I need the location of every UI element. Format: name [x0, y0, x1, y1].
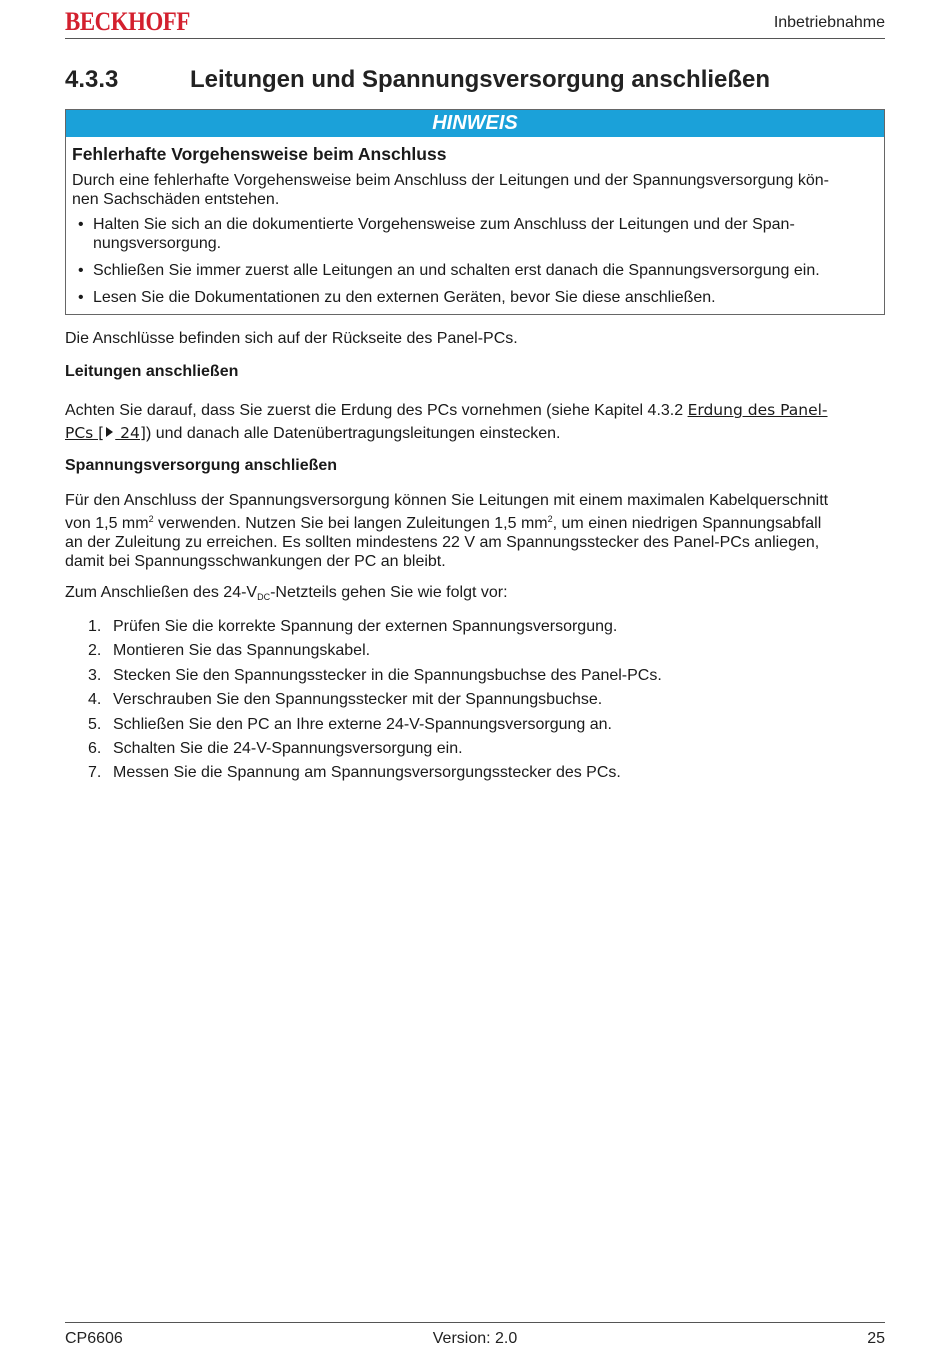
notice-text-line-1: Durch eine fehlerhafte Vorgehensweise beim Anschluss der Leitungen und der Spannungsversorgung kön- [72, 172, 829, 189]
power-intro-steps: Zum Anschließen des $24-V_{DC}$-Netzteils gehen Sie wie folgt vor: [65, 584, 508, 602]
grounding-link[interactable]: Erdung des Panel- PCs [ 24] [65, 401, 828, 442]
header-section-name: Inbetriebnahme [773, 14, 885, 31]
page-header [65, 8, 885, 39]
notice-text-line-2: nen Sachschäden entstehen. [72, 191, 280, 208]
footer-product: CP6606 [65, 1330, 123, 1347]
list-item: 3. Stecken Sie den Spannungsstecker in die Spannungsbuchse des Panel-PCs. [88, 666, 662, 684]
notice-subtitle: Fehlerhafte Vorgehensweise beim Anschluss [72, 144, 447, 164]
page-footer [65, 1322, 885, 1353]
cables-text-before: Achten Sie darauf, dass Sie zuerst die Erdung des PCs vornehmen (siehe Kapitel 4.3.2 [65, 402, 688, 419]
beckhoff-logo: BECKHOFF [65, 7, 190, 36]
page-title [65, 66, 885, 94]
cables-heading: Leitungen anschließen [65, 363, 239, 380]
notice-text [72, 171, 878, 209]
list-item: 6. Schalten Sie die 24-V-Spannungsversorgung ein. [88, 739, 463, 757]
steps-list-container [65, 617, 885, 788]
list-item: 2. Montieren Sie das Spannungskabel. [88, 642, 371, 660]
list-item: 5. Schließen Sie den PC an Ihre externe 24-V-Spannungsversorgung an. [88, 715, 612, 733]
intro-paragraph: Die Anschlüsse befinden sich auf der Rückseite des Panel-PCs. [65, 330, 518, 347]
notice-box [65, 109, 885, 315]
power-paragraph: Für den Anschluss der Spannungsversorgung können Sie Leitungen mit einem maximalen Kabelquerschnitt von 1,5 $mm^2$ verwenden. Nutzen Sie bei langen Zuleitungen 1,5 $mm^2$, um einen niedrigen Spannungsabfall an der Zuleitung zu erreichen. Es sollten mindestens 22 V am Spannungsstecker des Panel-PCs anliegen, damit bei Spannungsschwankungen der PC an bleibt. [65, 492, 829, 570]
power-heading: Spannungsversorgung anschließen [65, 457, 338, 474]
steps-list [65, 617, 885, 782]
notice-bullet: • Lesen Sie die Dokumentationen zu den externen Geräten, bevor Sie diese anschließen. [72, 288, 878, 307]
footer-version: Version: 2.0 [432, 1330, 518, 1347]
list-item: 4. Verschrauben Sie den Spannungsstecker mit der Spannungsbuchse. [88, 691, 603, 709]
list-item: 1. Prüfen Sie die korrekte Spannung der externen Spannungsversorgung. [88, 618, 618, 635]
cables-text-after: ) und danach alle Datenübertragungsleitungen einstecken. [145, 425, 561, 442]
cables-paragraph [65, 399, 885, 445]
footer-page-number: 25 [867, 1330, 885, 1347]
section-title: Leitungen und Spannungsversorgung anschließen [190, 66, 771, 93]
notice-body [66, 137, 884, 307]
list-item: 7. Messen Sie die Spannung am Spannungsversorgungsstecker des PCs. [88, 764, 621, 782]
notice-label: HINWEIS [66, 110, 884, 137]
notice-bullet-list [72, 215, 878, 307]
page-arrow-icon [106, 427, 113, 437]
notice-bullet: • Schließen Sie immer zuerst alle Leitungen an und schalten erst danach die Spannungsversorgung ein. [72, 261, 878, 280]
section-number: 4.3.3 [65, 66, 119, 93]
notice-bullet: • Halten Sie sich an die dokumentierte Vorgehensweise zum Anschluss der Leitungen und der Span-nungsversorgung. [72, 215, 878, 253]
